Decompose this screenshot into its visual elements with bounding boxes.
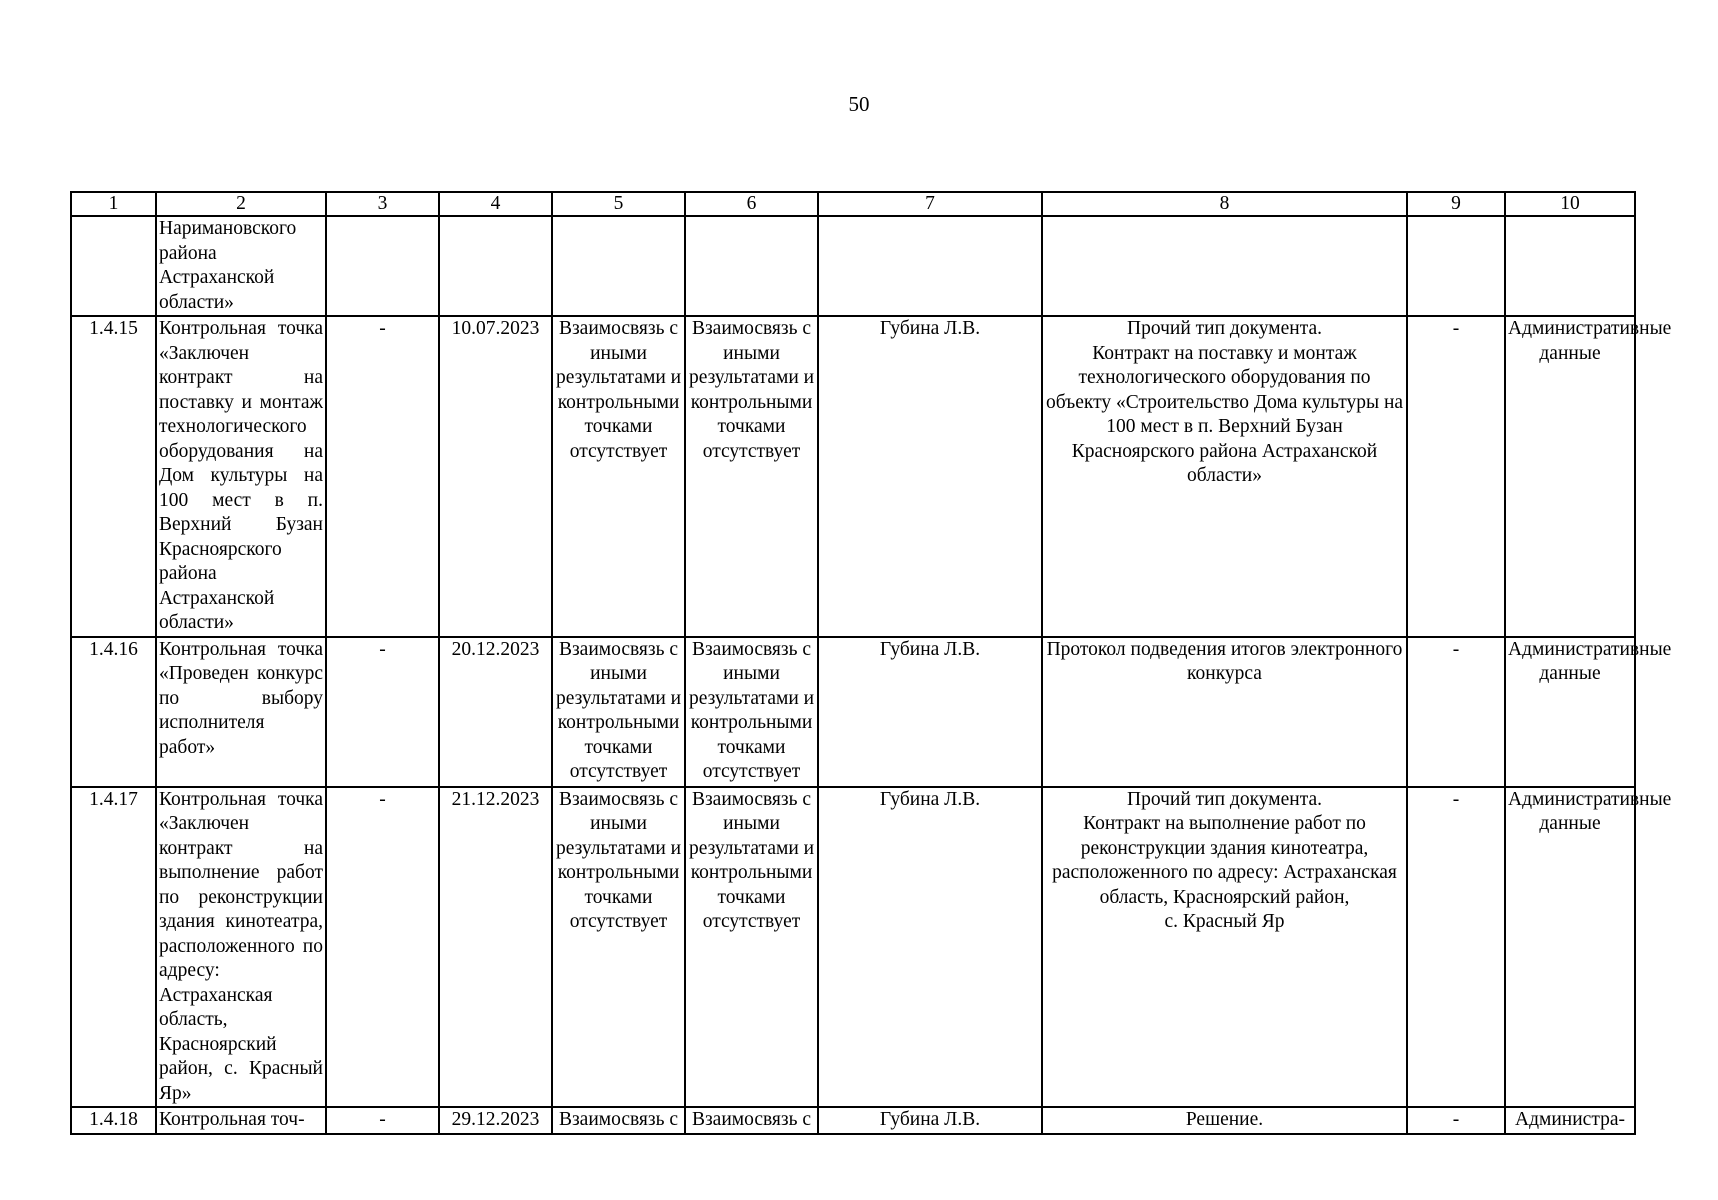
column-header: 5 [552, 192, 685, 216]
column-header: 8 [1042, 192, 1407, 216]
control-point-name: Контрольная точка «Заключен контракт на поставку и монтаж технологического оборудования на Дом культуры на 100 мест в п. Верхний Бузан Красноярского района Астраханской области» [156, 316, 326, 637]
table-row [71, 1107, 1635, 1134]
page-number: 50 [848, 92, 870, 116]
responsible-person: Губина Л.В. [818, 316, 1042, 637]
relationship-cell: Взаимосвязь с иными результатами и контрольными точками отсутствует [552, 637, 685, 787]
column-header: 10 [1505, 192, 1635, 216]
date-cell: 21.12.2023 [439, 787, 552, 1108]
responsible-person: Губина Л.В. [879, 1109, 981, 1130]
column-header: 1 [71, 192, 156, 216]
document-type: Прочий тип документа. Контракт на выполнение работ по реконструкции здания кинотеатра, расположенного по адресу: Астраханская область, Красноярский район, с. Красный Яр [1042, 787, 1407, 1108]
table-row-continuation [71, 216, 1635, 316]
table-row [71, 637, 1635, 787]
column-header: 2 [156, 192, 326, 216]
date-cell: 20.12.2023 [439, 637, 552, 787]
table-header-row [71, 192, 1635, 216]
relationship-cell: Взаимосвязь с [691, 1109, 812, 1130]
control-points-table [70, 191, 1672, 1135]
column-9-value: - [1407, 637, 1505, 787]
date-cell: 10.07.2023 [439, 316, 552, 637]
column-header: 7 [818, 192, 1042, 216]
column-header: 6 [685, 192, 818, 216]
column-3-value: - [326, 787, 439, 1108]
table-row [71, 316, 1635, 637]
column-9-value: - [1407, 787, 1505, 1108]
document-type: Протокол подведения итогов электронного конкурса [1042, 637, 1407, 787]
relationship-cell: Взаимосвязь с иными результатами и контрольными точками отсутствует [552, 787, 685, 1108]
column-3-value: - [326, 637, 439, 787]
responsible-person: Губина Л.В. [818, 787, 1042, 1108]
relationship-cell: Взаимосвязь с [558, 1109, 679, 1130]
data-source: Административные данные [1505, 637, 1635, 787]
column-9-value: - [1452, 1109, 1460, 1130]
data-source: Административные данные [1505, 787, 1635, 1108]
data-source: Администра- [1515, 1109, 1625, 1130]
column-header: 4 [439, 192, 552, 216]
relationship-cell: Взаимосвязь с иными результатами и контрольными точками отсутствует [552, 316, 685, 637]
row-number: 1.4.17 [71, 787, 156, 1108]
control-point-name: Контрольная точка «Заключен контракт на выполнение работ по реконструкции здания кинотеатра, расположенного по адресу: Астраханская область, Красноярский район, с. Красный Яр» [156, 787, 326, 1108]
row-number: 1.4.16 [71, 637, 156, 787]
data-source: Административные данные [1505, 316, 1635, 637]
date-cell: 29.12.2023 [451, 1109, 540, 1130]
document-type: Решение. [1185, 1109, 1264, 1130]
relationship-cell: Взаимосвязь с иными результатами и контрольными точками отсутствует [685, 637, 818, 787]
continuation-name-cell: Наримановского района Астраханской области» [156, 216, 326, 316]
relationship-cell: Взаимосвязь с иными результатами и контрольными точками отсутствует [685, 316, 818, 637]
column-header: 3 [326, 192, 439, 216]
relationship-cell: Взаимосвязь с иными результатами и контрольными точками отсутствует [685, 787, 818, 1108]
row-number: 1.4.18 [89, 1109, 138, 1130]
responsible-person: Губина Л.В. [818, 637, 1042, 787]
table-row [71, 787, 1635, 1108]
control-point-name: Контрольная точ- [159, 1109, 305, 1130]
column-3-value: - [326, 316, 439, 637]
row-number: 1.4.15 [71, 316, 156, 637]
column-3-value: - [379, 1109, 386, 1130]
document-type: Прочий тип документа. Контракт на поставку и монтаж технологического оборудования по объекту «Строительство Дома культуры на 100 мест в п. Верхний Бузан Красноярского района Астраханской области» [1042, 316, 1407, 637]
control-point-name: Контрольная точка «Проведен конкурс по выбору исполнителя работ» [156, 637, 326, 787]
column-header: 9 [1407, 192, 1505, 216]
column-9-value: - [1407, 316, 1505, 637]
